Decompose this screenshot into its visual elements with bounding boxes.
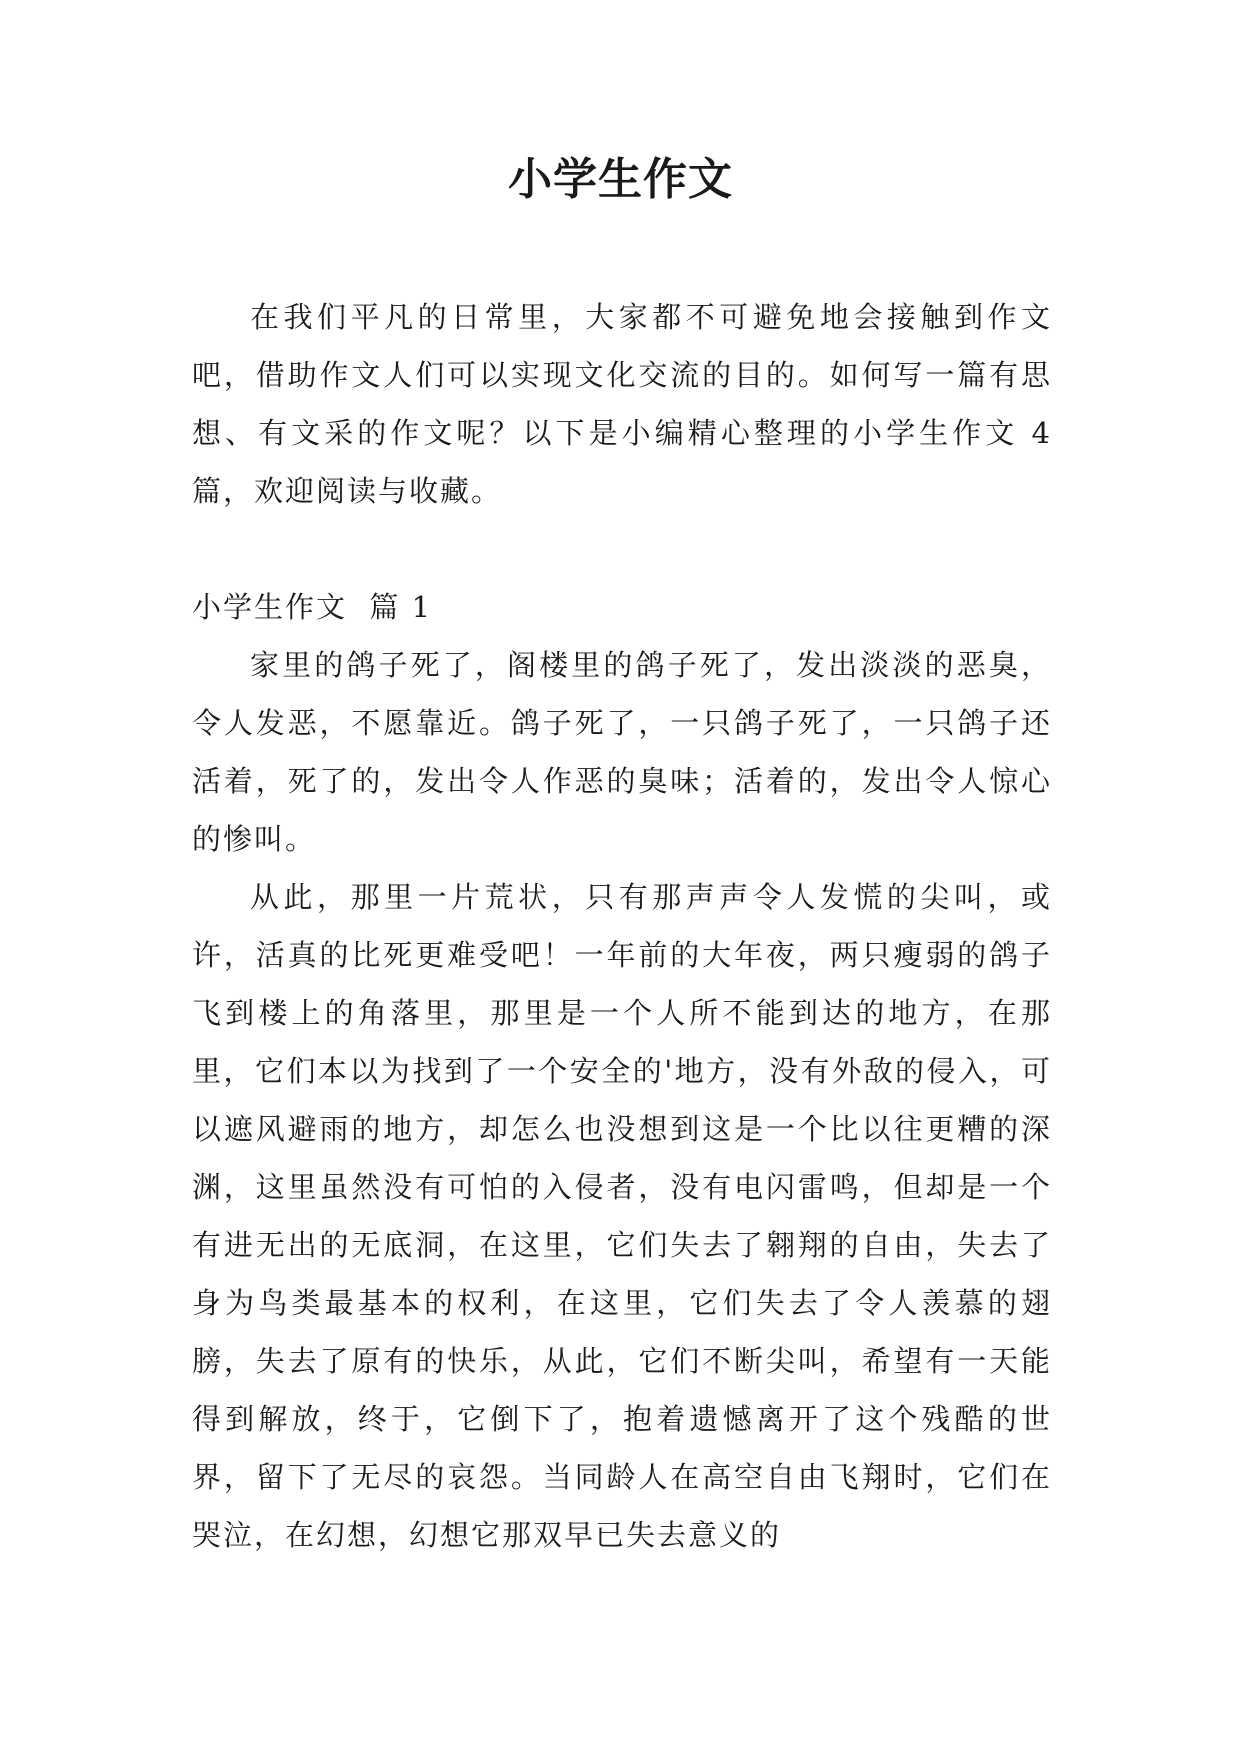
essay-paragraph: 从此，那里一片荒状，只有那声声令人发慌的尖叫，或许，活真的比死更难受吧！一年前的大年夜，两只瘦弱的鸽子飞到楼上的角落里，那里是一个人所不能到达的地方，在那里，它们本以为找到了一个安全的'地方，没有外敌的侵入，可以遮风避雨的地方，却怎么也没想到这是一个比以往更糟的深渊，这里虽然没有可怕的入侵者，没有电闪雷鸣，但却是一个有进无出的无底洞，在这里，它们失去了翱翔的自由，失去了身为鸟类最基本的权利，在这里，它们失去了令人羡慕的翅膀，失去了原有的快乐，从此，它们不断尖叫，希望有一天能得到解放，终于，它倒下了，抱着遗憾离开了这个残酷的世界，留下了无尽的哀怨。当同龄人在高空自由飞翔时，它们在哭泣，在幻想，幻想它那双早已失去意义的 [192, 880, 1052, 1552]
intro-block [192, 288, 1052, 520]
section-heading: 小学生作文 篇 1 [192, 590, 433, 624]
intro-paragraph: 在我们平凡的日常里，大家都不可避免地会接触到作文吧，借助作文人们可以实现文化交流的目的。如何写一篇有思想、有文采的作文呢？以下是小编精心整理的小学生作文 4 篇，欢迎阅读与收藏。 [192, 300, 1052, 508]
essay-body [192, 636, 1052, 1564]
document-title: 小学生作文 [508, 154, 733, 205]
essay-paragraph: 家里的鸽子死了，阁楼里的鸽子死了，发出淡淡的恶臭，令人发恶，不愿靠近。鸽子死了，一只鸽子死了，一只鸽子还活着，死了的，发出令人作恶的臭味；活着的，发出令人惊心的惨叫。 [192, 648, 1052, 856]
